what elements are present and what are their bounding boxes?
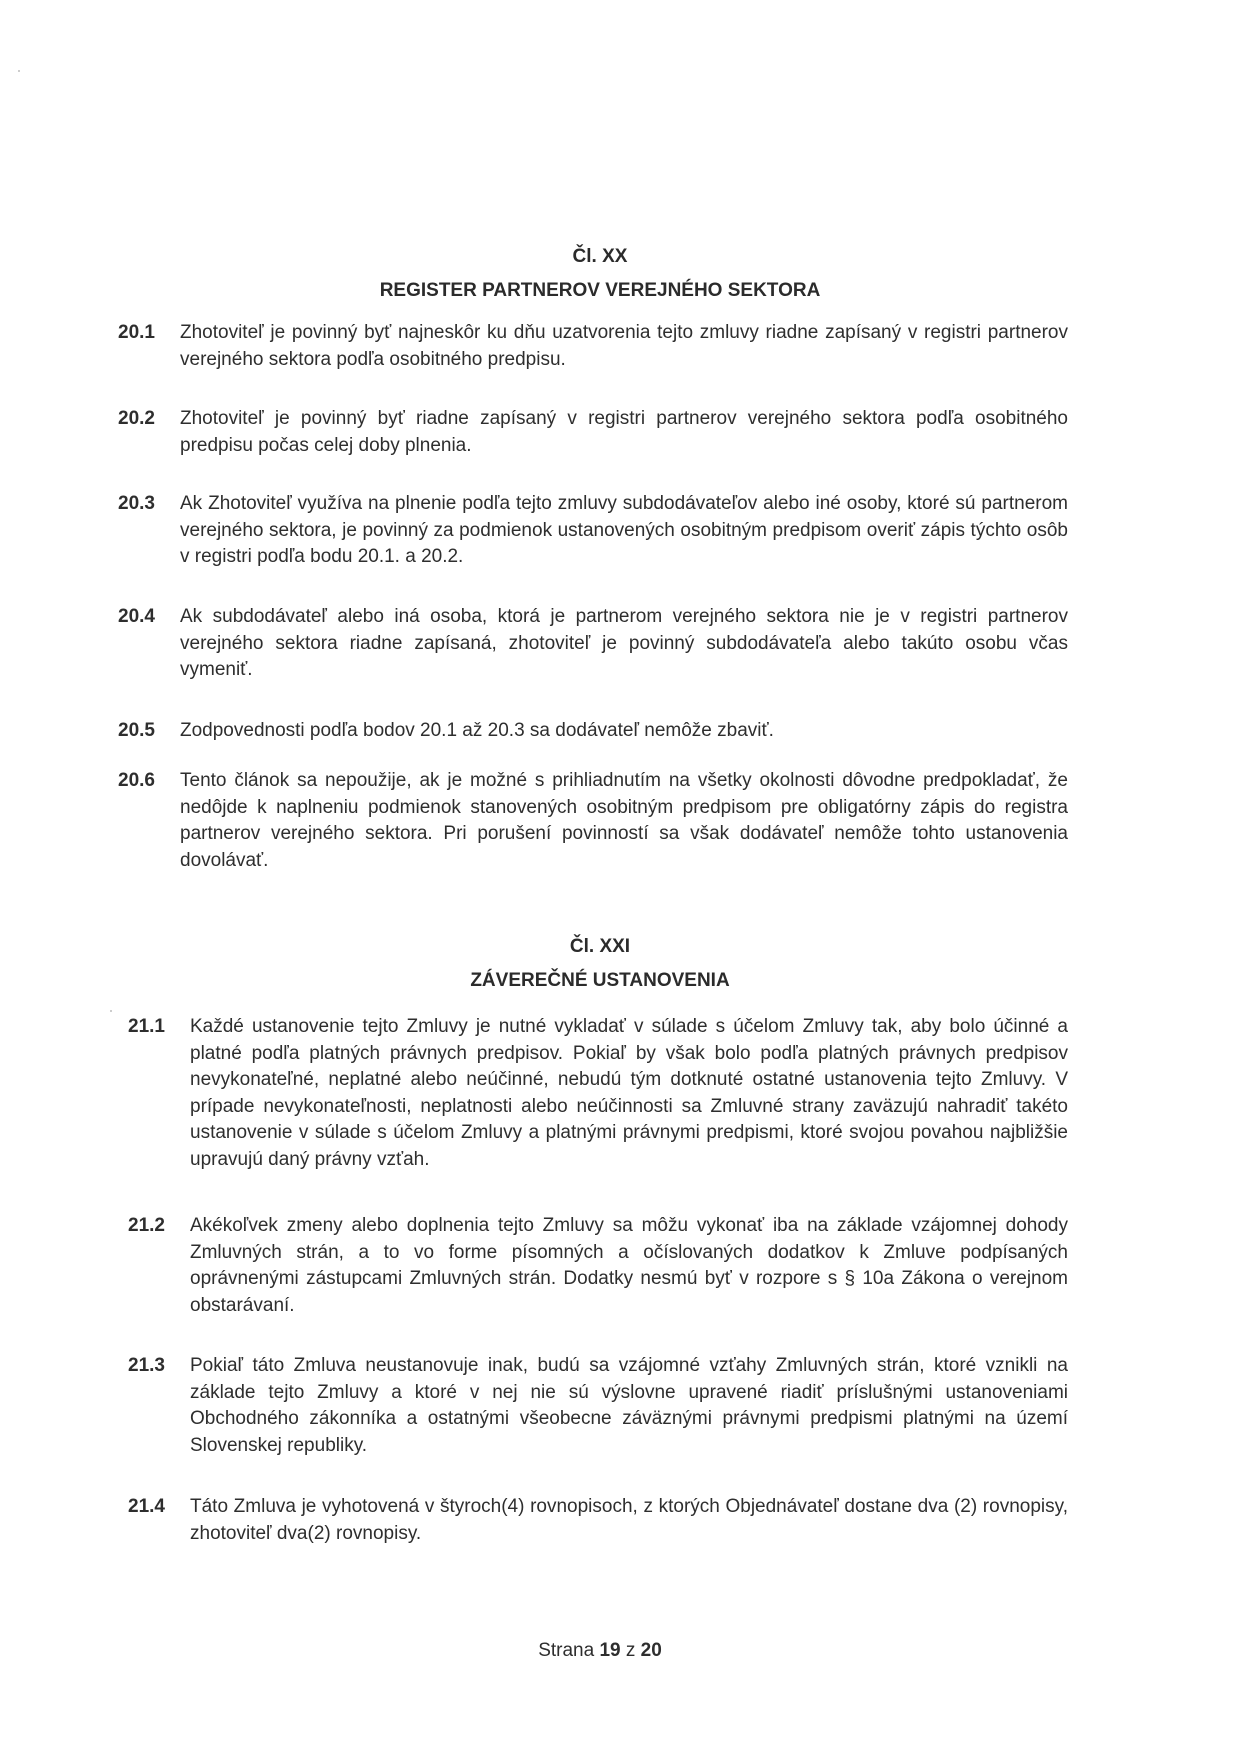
clause-text: Táto Zmluva je vyhotovená v štyroch(4) rovnopisoch, z ktorých Objednávateľ dostane dva (2) rovnopisy, zhotoviteľ dva(2) rovnopisy. [190, 1496, 1068, 1544]
clause-number: 20.5 [118, 720, 155, 741]
clause-text: Ak Zhotoviteľ využíva na plnenie podľa tejto zmluvy subdodávateľov alebo iné osoby, ktoré sú partnerom verejného sektora, je povinný za podmienok ustanovených osobitným predpisom overiť zápis týchto osôb v registri podľa bodu 20.1. a 20.2. [180, 493, 1068, 567]
clause-21-4 [128, 1494, 1068, 1547]
clause-20-2 [118, 406, 1068, 459]
clause-number: 20.2 [118, 408, 155, 429]
clause-21-1 [128, 1014, 1068, 1173]
scan-speck [110, 1010, 112, 1012]
clause-number: 20.4 [118, 606, 155, 627]
article-title: ZÁVEREČNÉ USTANOVENIA [470, 970, 730, 991]
clause-number: 21.3 [128, 1355, 165, 1376]
clause-text: Tento článok sa nepoužije, ak je možné s prihliadnutím na všetky okolnosti dôvodne predpokladať, že nedôjde k naplneniu podmienok stanovených osobitným predpisom pre obligatórny zápis do registra partnerov verejného sektora. Pri porušení povinností sa však dodávateľ nemôže tohto ustanovenia dovolávať. [180, 770, 1068, 871]
clause-text: Každé ustanovenie tejto Zmluvy je nutné vykladať v súlade s účelom Zmluvy tak, aby bolo účinné a platné podľa platných právnych predpisov. Pokiaľ by však bolo podľa platných právnych predpisov nevykonateľné, neplatné alebo neúčinné, nebudú tým dotknuté ostatné ustanovenia tejto Zmluvy. V prípade nevykonateľnosti, neplatnosti alebo neúčinnosti sa Zmluvné strany zaväzujú nahradiť takéto ustanovenie v súlade s účelom Zmluvy a platnými právnymi predpismi, ktoré svojou povahou najbližšie upravujú daný právny vzťah. [190, 1016, 1068, 1170]
clause-20-1 [118, 320, 1068, 373]
clause-text: Zhotoviteľ je povinný byť riadne zapísaný v registri partnerov verejného sektora podľa osobitného predpisu počas celej doby plnenia. [180, 408, 1068, 456]
clause-number: 20.1 [118, 322, 155, 343]
clause-21-2 [128, 1213, 1068, 1319]
clause-number: 21.2 [128, 1215, 165, 1236]
article-number: Čl. XXI [569, 936, 631, 957]
footer-separator: z [625, 1640, 636, 1661]
article-title: REGISTER PARTNEROV VEREJNÉHO SEKTORA [379, 280, 821, 301]
article-xx-heading [0, 240, 1200, 308]
article-xxi-heading [0, 930, 1200, 998]
clause-number: 20.3 [118, 493, 155, 514]
clause-20-4 [118, 604, 1068, 684]
clause-text: Zodpovednosti podľa bodov 20.1 až 20.3 sa dodávateľ nemôže zbaviť. [180, 720, 774, 741]
clause-text: Ak subdodávateľ alebo iná osoba, ktorá je partnerom verejného sektora nie je v registri partnerov verejného sektora riadne zapísaná, zhotoviteľ je povinný subdodávateľa alebo takúto osobu včas vymeniť. [180, 606, 1068, 680]
footer-prefix: Strana [538, 1640, 595, 1661]
article-number: Čl. XX [572, 246, 628, 267]
footer-total-pages: 20 [640, 1640, 662, 1661]
clause-text: Zhotoviteľ je povinný byť najneskôr ku dňu uzatvorenia tejto zmluvy riadne zapísaný v registri partnerov verejného sektora podľa osobitného predpisu. [180, 322, 1068, 370]
clause-21-3 [128, 1353, 1068, 1459]
clause-20-5 [118, 718, 1068, 745]
clause-20-6 [118, 768, 1068, 874]
page-footer [0, 1640, 1200, 1662]
clause-number: 21.1 [128, 1016, 165, 1037]
clause-text: Akékoľvek zmeny alebo doplnenia tejto Zmluvy sa môžu vykonať iba na základe vzájomnej dohody Zmluvných strán, a to vo forme písomných a očíslovaných dodatkov k Zmluve podpísaných oprávnenými zástupcami Zmluvných strán. Dodatky nesmú byť v rozpore s § 10a Zákona o verejnom obstarávaní. [190, 1215, 1068, 1316]
clause-number: 20.6 [118, 770, 155, 791]
scan-speck [18, 70, 20, 72]
clause-number: 21.4 [128, 1496, 165, 1517]
clause-20-3 [118, 491, 1068, 571]
footer-page-number: 19 [599, 1640, 621, 1661]
clause-text: Pokiaľ táto Zmluva neustanovuje inak, budú sa vzájomné vzťahy Zmluvných strán, ktoré vznikli na základe tejto Zmluvy a ktoré v nej nie sú výslovne upravené riadiť príslušnými ustanoveniami Obchodného zákonníka a ostatnými všeobecne záväznými právnymi predpismi platnými na území Slovenskej republiky. [190, 1355, 1068, 1456]
